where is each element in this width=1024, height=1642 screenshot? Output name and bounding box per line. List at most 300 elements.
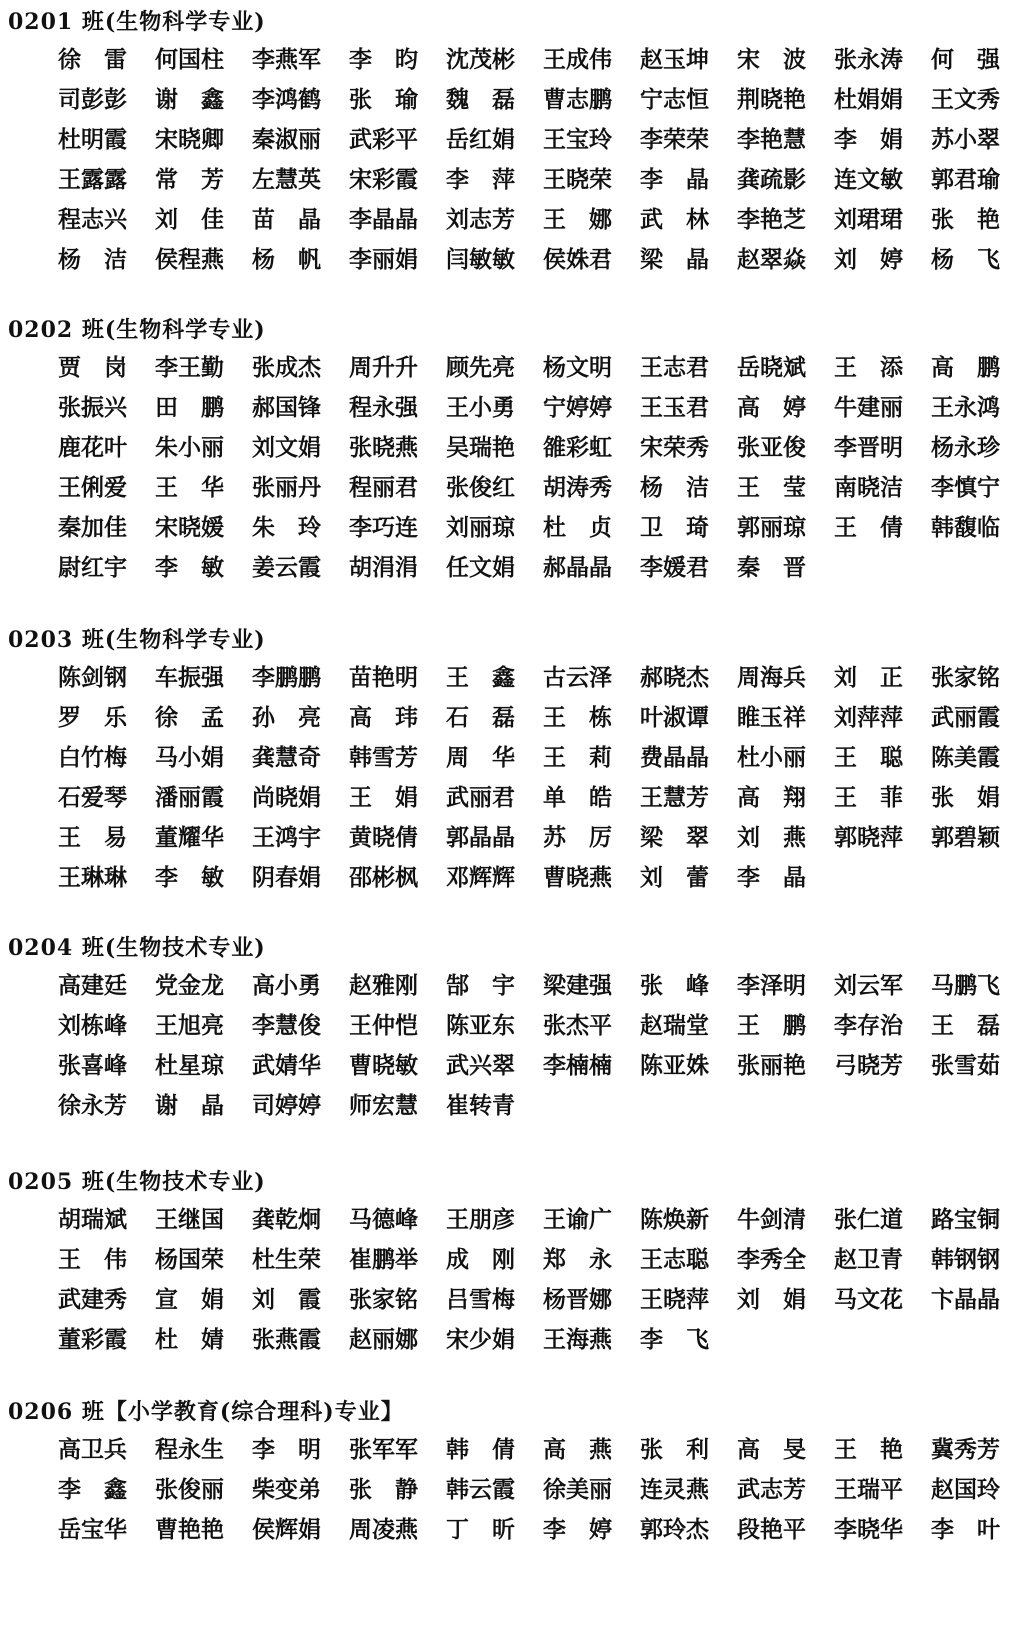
- student-name: 弓晓芳: [834, 1052, 903, 1079]
- student-name: 单皓: [543, 784, 635, 811]
- student-name: 杨洁: [58, 246, 150, 273]
- student-name: 费晶晶: [640, 744, 709, 771]
- name-row: [58, 1200, 1018, 1240]
- student-name: 杨飞: [931, 246, 1023, 273]
- student-name: 李鑫: [58, 1476, 150, 1503]
- student-name: 魏磊: [446, 86, 538, 113]
- student-name: 韩雪芳: [349, 744, 418, 771]
- section-title: 0204 班(生物技术专业): [8, 935, 266, 961]
- student-name: 邵彬枫: [349, 864, 418, 891]
- student-name: 陈美霞: [931, 744, 1000, 771]
- student-name: 王继国: [155, 1206, 224, 1233]
- student-name: 王露露: [58, 166, 127, 193]
- student-name: 尉红宇: [58, 554, 127, 581]
- student-name: 刘佳: [155, 206, 247, 233]
- student-name: 刘正: [834, 664, 926, 691]
- student-name: 李敏: [155, 554, 247, 581]
- student-name: 宋晓卿: [155, 126, 224, 153]
- name-grid: [58, 348, 1023, 588]
- name-grid: [58, 966, 1023, 1126]
- student-name: 侯程燕: [155, 246, 224, 273]
- student-name: 杨永珍: [931, 434, 1000, 461]
- student-name: 杨文明: [543, 354, 612, 381]
- student-name: 秦晋: [737, 554, 829, 581]
- name-row: [58, 428, 1018, 468]
- student-name: 高建廷: [58, 972, 127, 999]
- student-name: 师宏慧: [349, 1092, 418, 1119]
- student-name: 李存治: [834, 1012, 903, 1039]
- student-name: 郑永: [543, 1246, 635, 1273]
- name-row: [58, 508, 1018, 548]
- student-name: 王成伟: [543, 46, 612, 73]
- name-row: [58, 40, 1023, 80]
- student-name: 沈茂彬: [446, 46, 515, 73]
- student-name: 董彩霞: [58, 1326, 127, 1353]
- student-name: 岳红娟: [446, 126, 515, 153]
- student-name: 张艳: [931, 206, 1023, 233]
- student-name: 崔鹏举: [349, 1246, 418, 1273]
- name-row: [58, 240, 1023, 280]
- student-name: 司婷婷: [252, 1092, 321, 1119]
- section-title: 0203 班(生物科学专业): [8, 627, 266, 653]
- student-name: 杜小丽: [737, 744, 806, 771]
- name-row: [58, 1510, 1023, 1550]
- name-row: [58, 1006, 1023, 1046]
- name-row: [58, 858, 1018, 898]
- student-name: 高旻: [737, 1436, 829, 1463]
- student-name: 武丽霞: [931, 704, 1000, 731]
- student-name: 武彩平: [349, 126, 418, 153]
- student-name: 高鹏: [931, 354, 1023, 381]
- student-name: 高翔: [737, 784, 829, 811]
- student-name: 陈亚东: [446, 1012, 515, 1039]
- student-name: 朱玲: [252, 514, 344, 541]
- student-name: 赵玉坤: [640, 46, 709, 73]
- student-name: 王仲恺: [349, 1012, 418, 1039]
- student-name: 武建秀: [58, 1286, 127, 1313]
- student-name: 郭丽琼: [737, 514, 806, 541]
- student-name: 高婷: [737, 394, 829, 421]
- student-name: 王晓萍: [640, 1286, 709, 1313]
- student-name: 李晶晶: [349, 206, 418, 233]
- student-name: 杜娟娟: [834, 86, 903, 113]
- student-name: 李晶: [640, 166, 732, 193]
- student-name: 周凌燕: [349, 1516, 418, 1543]
- student-name: 梁翠: [640, 824, 732, 851]
- student-name: 王鸿宇: [252, 824, 321, 851]
- student-name: 王娟: [349, 784, 441, 811]
- student-name: 李艳芝: [737, 206, 806, 233]
- student-name: 马德峰: [349, 1206, 418, 1233]
- student-name: 宋少娟: [446, 1326, 515, 1353]
- student-name: 李艳慧: [737, 126, 806, 153]
- student-name: 潘丽霞: [155, 784, 224, 811]
- student-name: 张娟: [931, 784, 1023, 811]
- student-name: 张成杰: [252, 354, 321, 381]
- student-name: 李萍: [446, 166, 538, 193]
- student-name: 李丽娟: [349, 246, 418, 273]
- student-name: 马鹏飞: [931, 972, 1000, 999]
- student-name: 吴瑞艳: [446, 434, 515, 461]
- name-grid: [58, 658, 1023, 898]
- student-name: 曹艳艳: [155, 1516, 224, 1543]
- student-name: 王鑫: [446, 664, 538, 691]
- student-name: 司彭彭: [58, 86, 127, 113]
- name-row: [58, 160, 1018, 200]
- student-name: 牛建丽: [834, 394, 903, 421]
- student-name: 秦加佳: [58, 514, 127, 541]
- student-name: 刘婷: [834, 246, 926, 273]
- student-name: 郭玲杰: [640, 1516, 709, 1543]
- student-name: 岳晓斌: [737, 354, 806, 381]
- student-name: 张家铭: [349, 1286, 418, 1313]
- student-name: 李巧连: [349, 514, 418, 541]
- student-name: 鹿花叶: [58, 434, 127, 461]
- student-name: 任文娟: [446, 554, 515, 581]
- student-name: 程志兴: [58, 206, 127, 233]
- student-name: 崔转青: [446, 1092, 515, 1119]
- student-name: 张俊红: [446, 474, 515, 501]
- name-row: [58, 80, 1018, 120]
- student-name: 程丽君: [349, 474, 418, 501]
- student-name: 吕雪梅: [446, 1286, 515, 1313]
- student-name: 刘志芳: [446, 206, 515, 233]
- student-name: 赵雅刚: [349, 972, 418, 999]
- student-name: 王朋彦: [446, 1206, 515, 1233]
- student-name: 罗乐: [58, 704, 150, 731]
- student-name: 徐孟: [155, 704, 247, 731]
- student-name: 成刚: [446, 1246, 538, 1273]
- student-name: 周海兵: [737, 664, 806, 691]
- student-name: 田鹏: [155, 394, 247, 421]
- student-name: 刘栋峰: [58, 1012, 127, 1039]
- student-name: 龚慧奇: [252, 744, 321, 771]
- student-name: 侯辉娟: [252, 1516, 321, 1543]
- student-name: 王莹: [737, 474, 829, 501]
- student-name: 杨国荣: [155, 1246, 224, 1273]
- student-name: 龚乾炯: [252, 1206, 321, 1233]
- student-name: 王宝玲: [543, 126, 612, 153]
- student-name: 王娜: [543, 206, 635, 233]
- student-name: 卞晶晶: [931, 1286, 1000, 1313]
- student-name: 高卫兵: [58, 1436, 127, 1463]
- student-name: 李慎宁: [931, 474, 1000, 501]
- student-name: 张雪茹: [931, 1052, 1000, 1079]
- student-name: 王华: [155, 474, 247, 501]
- student-name: 谢鑫: [155, 86, 247, 113]
- student-name: 张晓燕: [349, 434, 418, 461]
- student-name: 宣娟: [155, 1286, 247, 1313]
- student-name: 徐美丽: [543, 1476, 612, 1503]
- student-name: 贾岗: [58, 354, 150, 381]
- student-name: 李婷: [543, 1516, 635, 1543]
- student-name: 车振强: [155, 664, 224, 691]
- student-name: 韩馥临: [931, 514, 1000, 541]
- student-name: 丁昕: [446, 1516, 538, 1543]
- student-name: 武婧华: [252, 1052, 321, 1079]
- student-name: 张家铭: [931, 664, 1000, 691]
- student-name: 顾先亮: [446, 354, 515, 381]
- student-name: 刘珺珺: [834, 206, 903, 233]
- student-name: 龚疏影: [737, 166, 806, 193]
- student-name: 王聪: [834, 744, 926, 771]
- student-name: 郝国锋: [252, 394, 321, 421]
- student-name: 高玮: [349, 704, 441, 731]
- student-name: 李鹏鹏: [252, 664, 321, 691]
- student-name: 王永鸿: [931, 394, 1000, 421]
- student-name: 睢玉祥: [737, 704, 806, 731]
- student-name: 孙亮: [252, 704, 344, 731]
- section-title: 0202 班(生物科学专业): [8, 317, 266, 343]
- student-name: 张杰平: [543, 1012, 612, 1039]
- student-name: 李慧俊: [252, 1012, 321, 1039]
- student-name: 韩云霞: [446, 1476, 515, 1503]
- student-name: 路宝铜: [931, 1206, 1000, 1233]
- student-name: 张峰: [640, 972, 732, 999]
- student-name: 岳宝华: [58, 1516, 127, 1543]
- student-name: 郝晶晶: [543, 554, 612, 581]
- student-name: 李晓华: [834, 1516, 903, 1543]
- student-name: 宋波: [737, 46, 829, 73]
- student-name: 陈亚姝: [640, 1052, 709, 1079]
- student-name: 石爱琴: [58, 784, 127, 811]
- student-name: 武兴翠: [446, 1052, 515, 1079]
- student-name: 马小娟: [155, 744, 224, 771]
- name-row: [58, 548, 1018, 588]
- student-name: 荆晓艳: [737, 86, 806, 113]
- student-name: 王海燕: [543, 1326, 612, 1353]
- name-row: [58, 120, 1018, 160]
- student-name: 王菲: [834, 784, 926, 811]
- student-name: 左慧英: [252, 166, 321, 193]
- student-name: 杨晋娜: [543, 1286, 612, 1313]
- name-row: [58, 348, 1023, 388]
- student-name: 徐雷: [58, 46, 150, 73]
- student-name: 杜星琼: [155, 1052, 224, 1079]
- student-name: 段艳平: [737, 1516, 806, 1543]
- student-name: 张静: [349, 1476, 441, 1503]
- student-name: 杜贞: [543, 514, 635, 541]
- student-name: 王磊: [931, 1012, 1023, 1039]
- student-name: 苏厉: [543, 824, 635, 851]
- student-name: 曹晓敏: [349, 1052, 418, 1079]
- student-name: 刘蕾: [640, 864, 732, 891]
- student-name: 张利: [640, 1436, 732, 1463]
- student-name: 阴春娟: [252, 864, 321, 891]
- name-grid: [58, 40, 1023, 280]
- student-name: 李媛君: [640, 554, 709, 581]
- student-name: 陈焕新: [640, 1206, 709, 1233]
- student-name: 赵卫青: [834, 1246, 903, 1273]
- student-name: 胡涓涓: [349, 554, 418, 581]
- section-title: 0206 班【小学教育(综合理科)专业】: [8, 1399, 404, 1425]
- student-name: 胡瑞斌: [58, 1206, 127, 1233]
- student-name: 宁婷婷: [543, 394, 612, 421]
- name-row: [58, 966, 1018, 1006]
- student-name: 王艳: [834, 1436, 926, 1463]
- student-name: 曹晓燕: [543, 864, 612, 891]
- student-name: 尚晓娟: [252, 784, 321, 811]
- student-name: 白竹梅: [58, 744, 127, 771]
- student-name: 李王勤: [155, 354, 224, 381]
- student-name: 杜明霞: [58, 126, 127, 153]
- name-row: [58, 1086, 1018, 1126]
- student-name: 闫敏敏: [446, 246, 515, 273]
- name-grid: [58, 1200, 1018, 1360]
- student-name: 杜婧: [155, 1326, 247, 1353]
- name-row: [58, 698, 1018, 738]
- student-name: 武志芳: [737, 1476, 806, 1503]
- student-name: 高燕: [543, 1436, 635, 1463]
- section-title: 0201 班(生物科学专业): [8, 9, 266, 35]
- name-row: [58, 1046, 1018, 1086]
- student-name: 常芳: [155, 166, 247, 193]
- name-row: [58, 200, 1023, 240]
- student-name: 王晓荣: [543, 166, 612, 193]
- student-name: 王志君: [640, 354, 709, 381]
- student-name: 宋荣秀: [640, 434, 709, 461]
- student-name: 邓辉辉: [446, 864, 515, 891]
- name-row: [58, 1280, 1018, 1320]
- student-name: 郭碧颖: [931, 824, 1000, 851]
- student-name: 刘燕: [737, 824, 829, 851]
- student-name: 武丽君: [446, 784, 515, 811]
- student-name: 韩倩: [446, 1436, 538, 1463]
- student-name: 张丽艳: [737, 1052, 806, 1079]
- student-name: 郝晓杰: [640, 664, 709, 691]
- student-name: 宋彩霞: [349, 166, 418, 193]
- student-name: 武林: [640, 206, 732, 233]
- student-name: 石磊: [446, 704, 538, 731]
- student-name: 梁晶: [640, 246, 732, 273]
- student-name: 李飞: [640, 1326, 732, 1353]
- student-name: 南晓洁: [834, 474, 903, 501]
- student-name: 宋晓媛: [155, 514, 224, 541]
- name-grid: [58, 1430, 1023, 1550]
- student-name: 周华: [446, 744, 538, 771]
- student-name: 王文秀: [931, 86, 1000, 113]
- student-name: 李敏: [155, 864, 247, 891]
- student-name: 王伟: [58, 1246, 150, 1273]
- name-row: [58, 388, 1018, 428]
- student-name: 张俊丽: [155, 1476, 224, 1503]
- student-name: 王旭亮: [155, 1012, 224, 1039]
- student-name: 李荣荣: [640, 126, 709, 153]
- name-row: [58, 1240, 1018, 1280]
- student-name: 王琳琳: [58, 864, 127, 891]
- student-name: 刘娟: [737, 1286, 829, 1313]
- student-name: 连文敏: [834, 166, 903, 193]
- student-name: 董耀华: [155, 824, 224, 851]
- student-name: 张振兴: [58, 394, 127, 421]
- student-name: 梁建强: [543, 972, 612, 999]
- student-name: 赵丽娜: [349, 1326, 418, 1353]
- student-name: 王谕广: [543, 1206, 612, 1233]
- student-name: 赵瑞堂: [640, 1012, 709, 1039]
- student-name: 胡涛秀: [543, 474, 612, 501]
- student-name: 卫琦: [640, 514, 732, 541]
- student-name: 刘霞: [252, 1286, 344, 1313]
- student-name: 李明: [252, 1436, 344, 1463]
- name-row: [58, 1320, 1018, 1360]
- student-name: 张燕霞: [252, 1326, 321, 1353]
- student-name: 黄晓倩: [349, 824, 418, 851]
- name-row: [58, 1470, 1018, 1510]
- student-name: 郭晓萍: [834, 824, 903, 851]
- student-name: 陈剑钢: [58, 664, 127, 691]
- student-name: 柴变弟: [252, 1476, 321, 1503]
- student-name: 张军军: [349, 1436, 418, 1463]
- student-name: 王慧芳: [640, 784, 709, 811]
- student-name: 张喜峰: [58, 1052, 127, 1079]
- student-name: 王莉: [543, 744, 635, 771]
- student-name: 姜云霞: [252, 554, 321, 581]
- student-name: 韩钢钢: [931, 1246, 1000, 1273]
- student-name: 李晋明: [834, 434, 903, 461]
- student-name: 何强: [931, 46, 1023, 73]
- student-name: 雒彩虹: [543, 434, 612, 461]
- student-name: 王鹏: [737, 1012, 829, 1039]
- student-name: 郭晶晶: [446, 824, 515, 851]
- student-name: 程永生: [155, 1436, 224, 1463]
- student-name: 朱小丽: [155, 434, 224, 461]
- student-name: 冀秀芳: [931, 1436, 1000, 1463]
- student-name: 王添: [834, 354, 926, 381]
- student-name: 李泽明: [737, 972, 806, 999]
- student-name: 李楠楠: [543, 1052, 612, 1079]
- name-row: [58, 658, 1018, 698]
- student-name: 徐永芳: [58, 1092, 127, 1119]
- student-name: 苗艳明: [349, 664, 418, 691]
- student-name: 古云泽: [543, 664, 612, 691]
- student-name: 赵国玲: [931, 1476, 1000, 1503]
- student-name: 高小勇: [252, 972, 321, 999]
- student-name: 牛剑清: [737, 1206, 806, 1233]
- name-row: [58, 1430, 1018, 1470]
- student-name: 张瑜: [349, 86, 441, 113]
- student-name: 周升升: [349, 354, 418, 381]
- student-name: 张丽丹: [252, 474, 321, 501]
- student-name: 李燕军: [252, 46, 321, 73]
- student-name: 王志聪: [640, 1246, 709, 1273]
- student-name: 程永强: [349, 394, 418, 421]
- student-name: 刘文娟: [252, 434, 321, 461]
- student-name: 张仁道: [834, 1206, 903, 1233]
- section-title: 0205 班(生物技术专业): [8, 1169, 266, 1195]
- student-name: 苗晶: [252, 206, 344, 233]
- student-name: 李鸿鹤: [252, 86, 321, 113]
- name-row: [58, 468, 1018, 508]
- student-name: 马文花: [834, 1286, 903, 1313]
- student-name: 谢晶: [155, 1092, 247, 1119]
- name-row: [58, 738, 1018, 778]
- student-name: 李叶: [931, 1516, 1023, 1543]
- student-name: 叶淑谭: [640, 704, 709, 731]
- student-name: 杨洁: [640, 474, 732, 501]
- student-name: 赵翠焱: [737, 246, 806, 273]
- student-name: 郭君瑜: [931, 166, 1000, 193]
- student-name: 王俐爱: [58, 474, 127, 501]
- student-name: 李秀全: [737, 1246, 806, 1273]
- student-name: 连灵燕: [640, 1476, 709, 1503]
- student-name: 宁志恒: [640, 86, 709, 113]
- student-name: 何国柱: [155, 46, 224, 73]
- student-name: 刘云军: [834, 972, 903, 999]
- student-name: 侯姝君: [543, 246, 612, 273]
- student-name: 李昀: [349, 46, 441, 73]
- student-name: 张亚俊: [737, 434, 806, 461]
- student-name: 党金龙: [155, 972, 224, 999]
